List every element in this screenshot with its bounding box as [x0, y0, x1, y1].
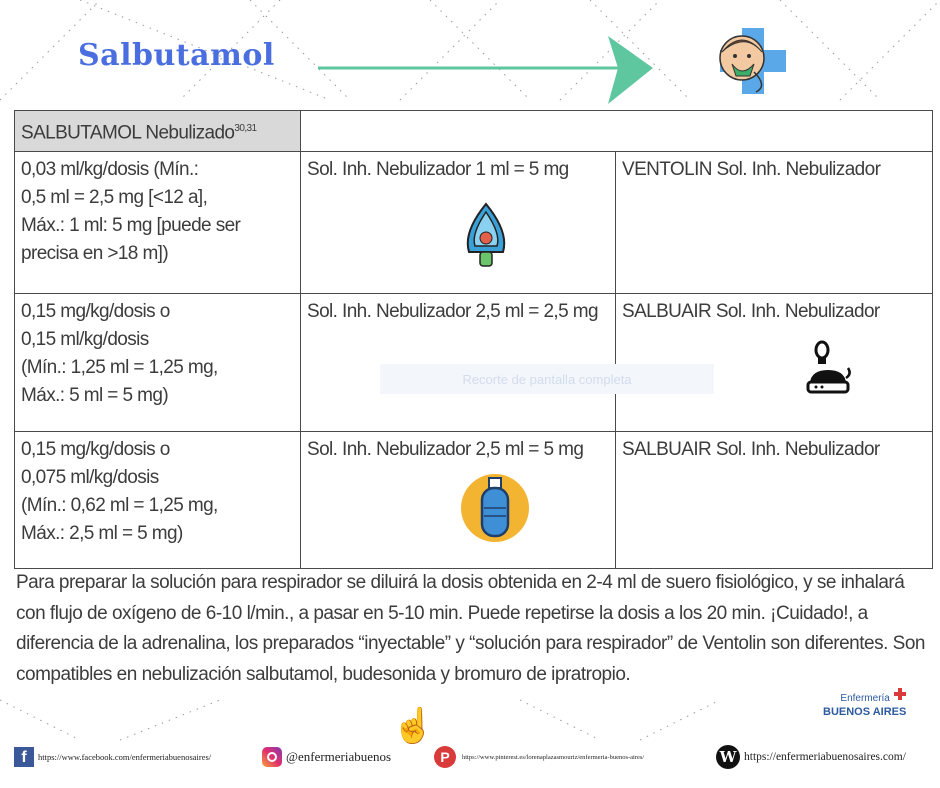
table-row [15, 152, 933, 294]
presentation-cell [301, 432, 616, 569]
pinterest-icon: P [434, 746, 456, 768]
dose-cell [15, 432, 301, 569]
table-header-label: SALBUTAMOL Nebulizado [21, 122, 235, 144]
presentation-text: Sol. Inh. Nebulizador 2,5 ml = 2,5 mg [307, 301, 598, 323]
facebook-url: https://www.facebook.com/enfermeriabuenosaires/ [38, 752, 212, 762]
nebulizer-machine-icon [806, 340, 852, 398]
brand-text: SALBUAIR Sol. Inh. Nebulizador [622, 439, 880, 461]
logo-small-text: Enfermería [840, 693, 890, 704]
wordpress-icon: W [716, 745, 740, 769]
dose-line: Máx.: 5 ml = 5 mg) [21, 385, 169, 407]
brand-text: SALBUAIR Sol. Inh. Nebulizador [622, 301, 880, 323]
pinterest-url: https://www.pinterest.es/lorenaplazasmouriz/enfermeria-buenos-aires/ [462, 753, 645, 761]
dose-line: 0,03 ml/kg/dosis (Mín.: [21, 159, 199, 181]
red-cross-icon [894, 688, 906, 700]
brand-cell [616, 432, 933, 569]
dose-line: 0,15 ml/kg/dosis [21, 329, 149, 351]
nurse-nebulizer-icon [712, 28, 792, 98]
presentation-cell [301, 152, 616, 294]
dose-line: (Mín.: 0,62 ml = 1,25 mg, [21, 495, 218, 517]
pinterest-link[interactable] [434, 742, 644, 772]
facebook-icon: f [14, 747, 34, 767]
dosage-table [14, 110, 933, 569]
table-header-row [15, 111, 933, 152]
dose-line: 0,15 mg/kg/dosis o [21, 439, 170, 461]
table-header-empty-cell [301, 111, 933, 152]
dose-cell [15, 294, 301, 432]
table-row [15, 294, 933, 432]
facebook-link[interactable] [14, 742, 211, 772]
presentation-cell [301, 294, 616, 432]
arrow-right-icon [318, 28, 658, 108]
dose-line: 0,075 ml/kg/dosis [21, 467, 159, 489]
dose-line: 0,15 mg/kg/dosis o [21, 301, 170, 323]
dose-line: 0,5 ml = 2,5 mg [<12 a], [21, 187, 208, 209]
dose-line: Máx.: 2,5 ml = 5 mg) [21, 523, 183, 545]
brand-cell [616, 294, 933, 432]
dose-cell [15, 152, 301, 294]
website-url: https://enfermeriabuenosaires.com/ [744, 751, 906, 763]
brand-cell [616, 152, 933, 294]
nebulizer-mask-icon [461, 202, 511, 268]
table-header-cell [15, 111, 301, 152]
instagram-icon [262, 747, 282, 767]
table-header-refs: 30,31 [234, 123, 257, 134]
presentation-text: Sol. Inh. Nebulizador 2,5 ml = 5 mg [307, 439, 584, 461]
logo-big-text: BUENOS AIRES [823, 706, 907, 718]
screenshot-overlay-label: Recorte de pantalla completa [380, 364, 714, 394]
instagram-handle: @enfermeriabuenos [286, 749, 392, 764]
instructions-paragraph: Para preparar la solución para respirador se diluirá la dosis obtenida en 2-4 ml de suero fisiológico, y se inhalará con flujo de oxígeno de 6-10 l/min., a pasar en 5-10 min. Puede repetirse la dosis a los 20 min. ¡Cuidado!, a diferencia de la adrenalina, los preparados “inyectable” y “solución para respirador” de Ventolin son diferentes. Son compatibles en nebulización salbutamol, budesonida y bromuro de ipratropio. [16, 572, 925, 685]
dose-line: Máx.: 1 ml: 5 mg [puede ser [21, 215, 241, 237]
dose-line: precisa en >18 m]) [21, 243, 169, 265]
oxygen-tank-icon [459, 472, 531, 544]
presentation-text: Sol. Inh. Nebulizador 1 ml = 5 mg [307, 159, 569, 181]
instagram-link[interactable] [262, 742, 391, 772]
dose-line: (Mín.: 1,25 ml = 1,25 mg, [21, 357, 218, 379]
pointing-hand-icon: ☝ [392, 707, 435, 745]
page-title: Salbutamol [78, 38, 275, 73]
website-link[interactable] [716, 742, 906, 772]
enfermeria-buenos-aires-logo [823, 688, 906, 718]
table-row [15, 432, 933, 569]
brand-text: VENTOLIN Sol. Inh. Nebulizador [622, 159, 881, 181]
